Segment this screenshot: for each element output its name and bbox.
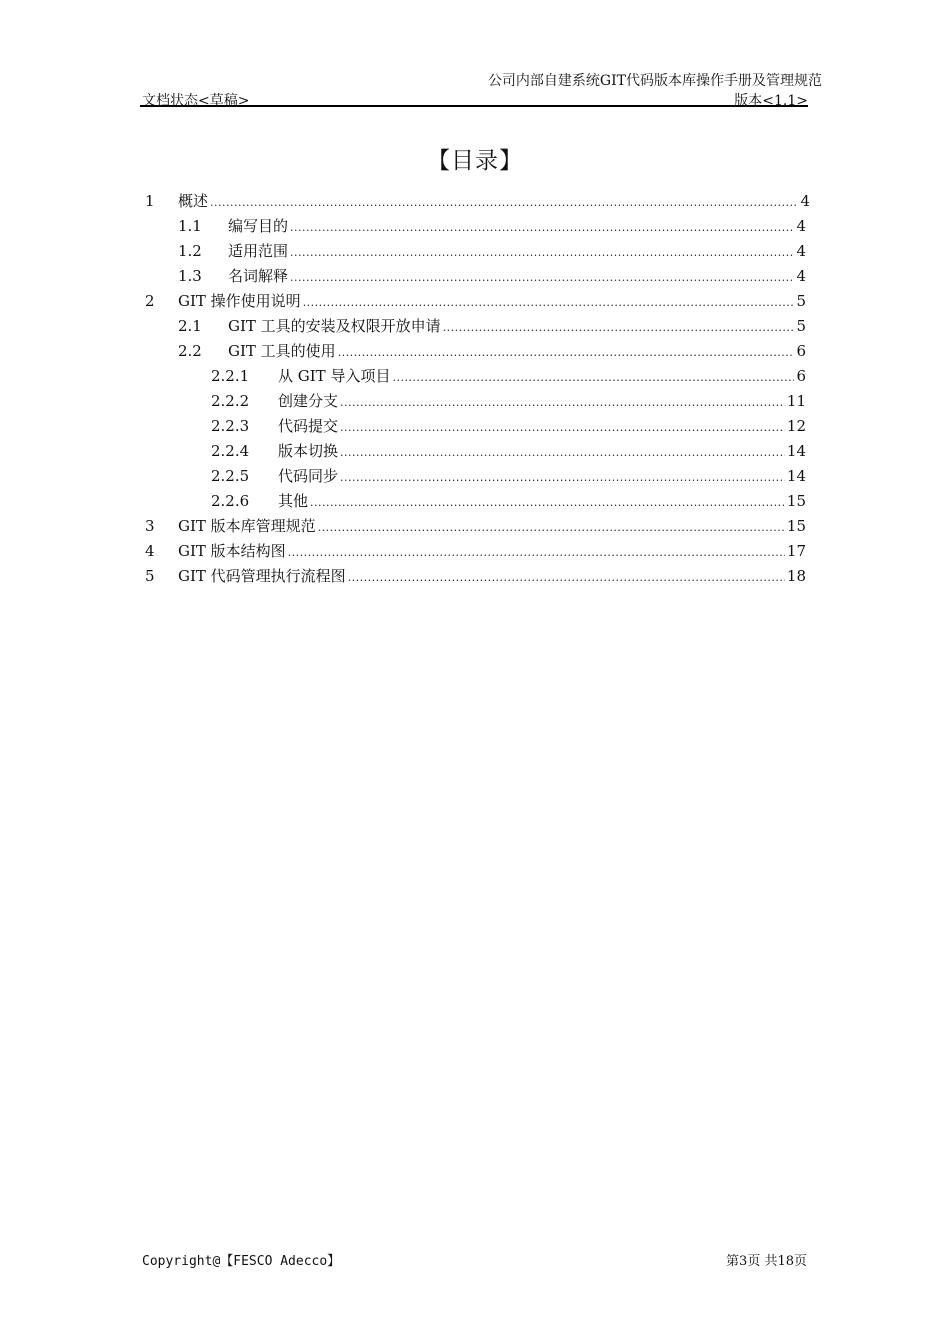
toc-entry-page: 4 [796, 267, 806, 285]
toc-entry-label: GIT 版本库管理规范 [178, 517, 316, 535]
toc-leader-dots [288, 542, 785, 560]
toc-entry-label: 从 GIT 导入项目 [278, 367, 391, 385]
toc-leader-dots [348, 567, 785, 585]
toc-entry-label: 编写目的 [228, 217, 289, 235]
footer-copyright: Copyright@【FESCO Adecco】 [142, 1254, 341, 1269]
toc-entry-label: 创建分支 [278, 392, 339, 410]
toc-entry-number: 2 [145, 292, 155, 310]
toc-entry-label: 名词解释 [228, 267, 289, 285]
toc-entry-label: GIT 工具的安装及权限开放申请 [228, 317, 441, 335]
toc-entry-number: 2.2.5 [211, 467, 250, 485]
toc-entry[interactable] [211, 490, 806, 514]
toc-entry-page: 12 [786, 417, 806, 435]
toc-entry-number: 2.2.4 [211, 442, 250, 460]
toc-entry[interactable] [211, 440, 806, 464]
toc-entry-page: 5 [796, 317, 806, 335]
toc-entry[interactable] [211, 390, 806, 414]
toc-entry[interactable] [178, 315, 806, 339]
toc-entry-label: 其他 [278, 492, 309, 510]
toc-leader-dots [210, 192, 798, 210]
toc-entry-page: 5 [796, 292, 806, 310]
toc-entry-number: 3 [145, 517, 155, 535]
toc-entry-label: 适用范围 [228, 242, 289, 260]
toc-entry-number: 2.2.3 [211, 417, 250, 435]
toc-entry-page: 15 [786, 517, 806, 535]
toc-leader-dots [340, 392, 785, 410]
toc-entry[interactable] [178, 240, 806, 264]
document-title: 公司内部自建系统GIT代码版本库操作手册及管理规范 [487, 73, 822, 89]
toc-entry-number: 5 [145, 567, 155, 585]
toc-entry-label: GIT 操作使用说明 [178, 292, 301, 310]
toc-entry-page: 4 [796, 217, 806, 235]
toc-entry-label: 代码同步 [278, 467, 339, 485]
toc-entry[interactable] [145, 565, 806, 589]
toc-entry-label: 代码提交 [278, 417, 339, 435]
toc-entry-page: 4 [796, 242, 806, 260]
toc-entry-number: 1.1 [178, 217, 202, 235]
toc-entry-number: 1.3 [178, 267, 202, 285]
toc-entry-number: 1.2 [178, 242, 202, 260]
toc-leader-dots [310, 492, 785, 510]
toc-entry[interactable] [145, 515, 806, 539]
toc-leader-dots [338, 342, 795, 360]
toc-entry[interactable] [178, 215, 806, 239]
toc-entry-number: 2.2.2 [211, 392, 250, 410]
toc-title: 【目录】 [427, 148, 523, 174]
toc-entry[interactable] [211, 415, 806, 439]
toc-entry-number: 2.2 [178, 342, 202, 360]
toc-entry-number: 2.1 [178, 317, 202, 335]
toc-entry[interactable] [178, 340, 806, 364]
toc-entry[interactable] [211, 365, 806, 389]
toc-entry-number: 4 [145, 542, 155, 560]
toc-leader-dots [303, 292, 795, 310]
toc-entry-page: 11 [786, 392, 806, 410]
toc-entry-page: 14 [786, 467, 806, 485]
toc-entry-label: 版本切换 [278, 442, 339, 460]
toc-leader-dots [392, 367, 794, 385]
toc-entry-page: 14 [786, 442, 806, 460]
toc-entry-page: 6 [796, 367, 806, 385]
toc-entry[interactable] [145, 540, 806, 564]
toc-leader-dots [290, 267, 794, 285]
header-divider [140, 105, 808, 107]
toc-entry[interactable] [145, 190, 810, 214]
toc-entry[interactable] [145, 290, 806, 314]
footer-page-number: 第3页 共18页 [726, 1254, 807, 1269]
toc-entry-number: 2.2.1 [211, 367, 250, 385]
toc-entry-label: 概述 [178, 192, 209, 210]
toc-entry-page: 15 [786, 492, 806, 510]
document-status: 文档状态<草稿> [142, 93, 250, 109]
toc-entry[interactable] [211, 465, 806, 489]
toc-entry-label: GIT 版本结构图 [178, 542, 286, 560]
toc-entry-page: 17 [786, 542, 806, 560]
toc-entry-number: 2.2.6 [211, 492, 250, 510]
toc-leader-dots [443, 317, 795, 335]
toc-entry-number: 1 [145, 192, 155, 210]
toc-entry-page: 18 [786, 567, 806, 585]
toc-entry[interactable] [178, 265, 806, 289]
document-version: 版本<1.1> [734, 93, 808, 109]
toc-leader-dots [340, 417, 785, 435]
toc-leader-dots [340, 467, 785, 485]
toc-entry-page: 4 [800, 192, 810, 210]
toc-entry-page: 6 [796, 342, 806, 360]
toc-entry-label: GIT 工具的使用 [228, 342, 336, 360]
toc-leader-dots [340, 442, 785, 460]
toc-leader-dots [290, 217, 794, 235]
toc-leader-dots [290, 242, 794, 260]
toc-leader-dots [318, 517, 785, 535]
toc-entry-label: GIT 代码管理执行流程图 [178, 567, 346, 585]
